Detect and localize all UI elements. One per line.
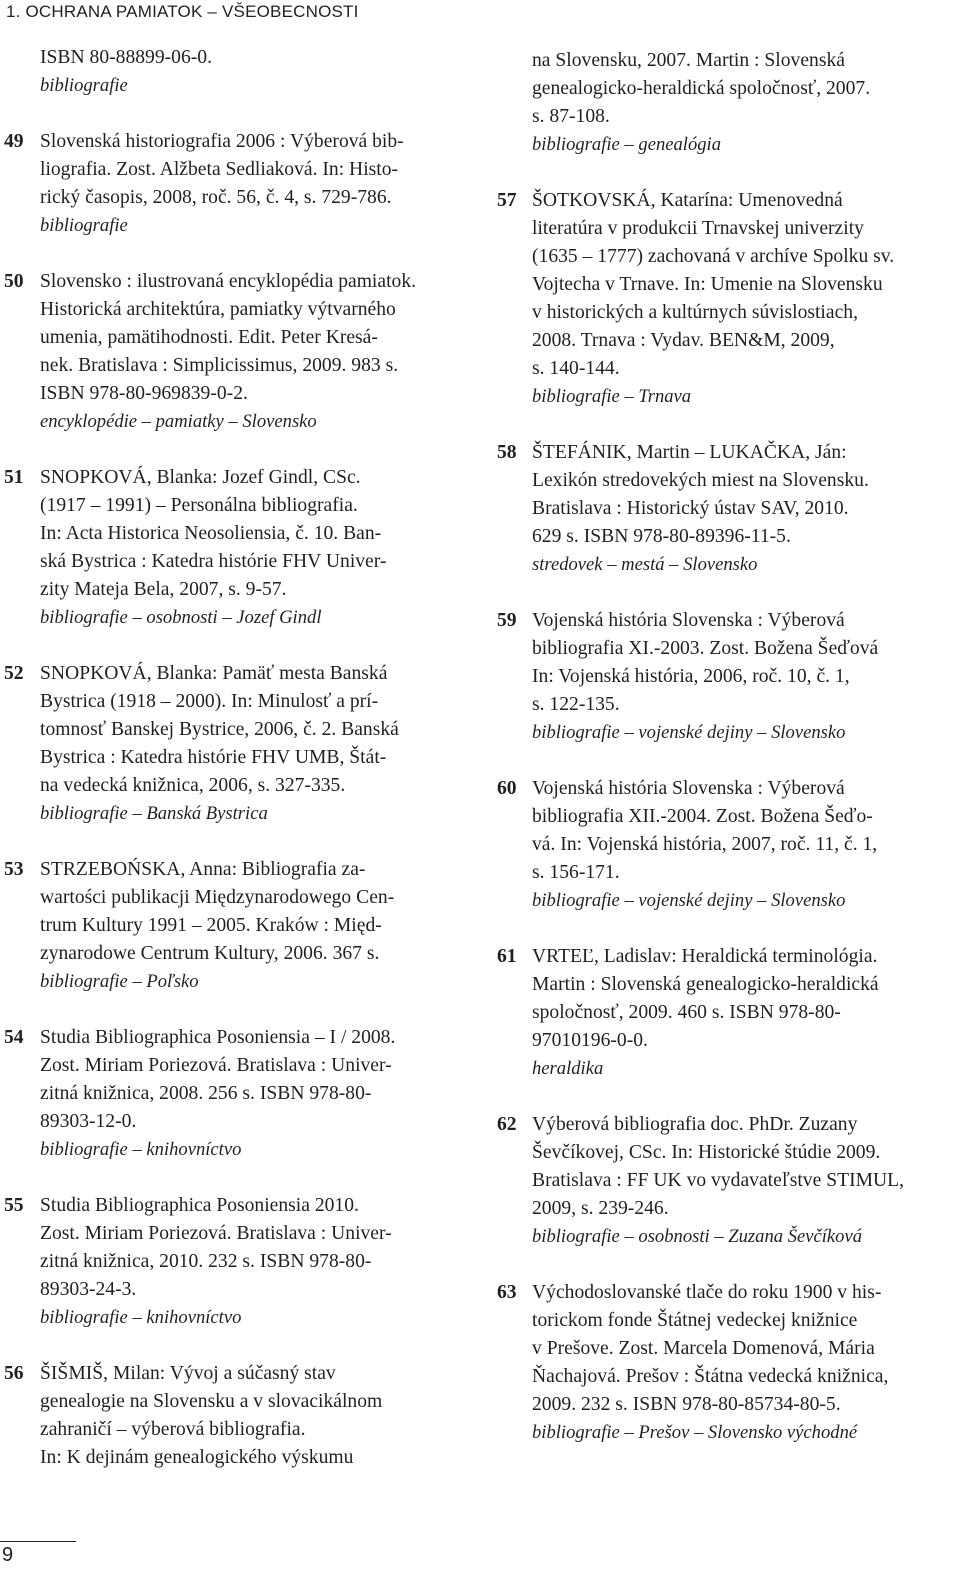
bibliography-entry — [491, 439, 960, 579]
entry-keywords: stredovek – mestá – Slovensko — [532, 554, 758, 575]
entry-citation: Vojenská história Slovenska : Výberová bibliografia XI.-2003. Zost. Božena Šeďová In: Vojenská história, 2006, roč. 10, č. 1, s. 122-135. — [532, 610, 879, 715]
entry-number: 60 — [497, 778, 517, 799]
entry-number: 61 — [497, 946, 517, 967]
entry-citation: Výberová bibliografia doc. PhDr. Zuzany Ševčíkovej, CSc. In: Historické štúdie 2009. Bratislava : FF UK vo vydavateľstve STIMUL, 2009, s. 239-246. — [532, 1114, 905, 1219]
bibliography-entry — [491, 607, 960, 747]
entry-number: 49 — [4, 131, 24, 152]
entry-citation: SNOPKOVÁ, Blanka: Jozef Gindl, CSc. (1917 – 1991) – Personálna bibliografia. In: Acta Historica Neosoliensia, č. 10. Ban- ská Bystrica : Katedra histórie FHV Univer- zity Mateja Bela, 2007, s. 9-57. — [40, 467, 387, 600]
entry-citation: Slovenská historiografia 2006 : Výberová bib- liografia. Zost. Alžbeta Sedliaková. In: Histo- rický časopis, 2008, roč. 56, č. 4, s. 729-786. — [40, 131, 404, 208]
entry-citation: ŠTEFÁNIK, Martin – LUKAČKA, Ján: Lexikón stredovekých miest na Slovensku. Bratislava : Historický ústav SAV, 2010. 629 s. ISBN 978-80-89396-11-5. — [532, 442, 869, 547]
continued-entry-text: na Slovensku, 2007. Martin : Slovenská genealogicko-heraldická spoločnosť, 2007. s. 87-108. — [532, 50, 871, 127]
entry-keywords: bibliografie – osobnosti – Zuzana Ševčíková — [532, 1226, 863, 1247]
bibliography-entry — [491, 187, 960, 411]
entry-citation: Studia Bibliographica Posoniensia – I / 2008. Zost. Miriam Poriezová. Bratislava : Univer- zitná knižnica, 2008. 256 s. ISBN 978-80- 89303-12-0. — [40, 1027, 396, 1132]
entry-number: 56 — [4, 1363, 24, 1384]
bibliography-entry — [0, 856, 480, 996]
entry-citation: SNOPKOVÁ, Blanka: Pamäť mesta Banská Bystrica (1918 – 2000). In: Minulosť a prí- tomnosť Banskej Bystrice, 2006, č. 2. Banská Bystrica : Katedra histórie FHV UMB, Štát- na vedecká knižnica, 2006, s. 327-335. — [40, 663, 399, 796]
bibliography-entry — [491, 775, 960, 915]
entry-number: 51 — [4, 467, 24, 488]
running-header: 1. OCHRANA PAMIATOK – VŠEOBECNOSTI — [6, 2, 359, 21]
continued-entry-text: ISBN 80-88899-06-0. — [40, 47, 212, 68]
entry-citation: STRZEBOŃSKA, Anna: Bibliografia za- wartości publikacji Międzynarodowego Cen- trum Kultury 1991 – 2005. Kraków : Międ- zynarodowe Centrum Kultury, 2006. 367 s. — [40, 859, 395, 964]
entry-number: 57 — [497, 190, 517, 211]
continued-entry-keywords: bibliografie — [40, 75, 128, 96]
entry-citation: VRTEĽ, Ladislav: Heraldická terminológia. Martin : Slovenská genealogicko-heraldická spoločnosť, 2009. 460 s. ISBN 978-80- 97010196-0-0. — [532, 946, 879, 1051]
entry-keywords: bibliografie – Poľsko — [40, 971, 199, 992]
entry-keywords: bibliografie – Banská Bystrica — [40, 803, 268, 824]
entry-citation: Vojenská história Slovenska : Výberová bibliografia XII.-2004. Zost. Božena Šeďo- vá. In: Vojenská história, 2007, roč. 11, č. 1, s. 156-171. — [532, 778, 878, 883]
entry-keywords: encyklopédie – pamiatky – Slovensko — [40, 411, 317, 432]
entry-citation: ŠIŠMIŠ, Milan: Vývoj a súčasný stav genealogie na Slovensku a v slovacikálnom zahraničí – výberová bibliografia. In: K dejinám genealogického výskumu — [40, 1363, 383, 1468]
entry-number: 50 — [4, 271, 24, 292]
entry-citation: Východoslovanské tlače do roku 1900 v his- torickom fonde Štátnej vedeckej knižnice v Prešove. Zost. Marcela Domenová, Mária Ňachajová. Prešov : Štátna vedecká knižnica, 2009. 232 s. ISBN 978-80-85734-80-5. — [532, 1282, 889, 1415]
page-number: 9 — [2, 1544, 14, 1566]
bibliography-entry — [491, 1111, 960, 1251]
bibliography-entry — [0, 464, 480, 632]
entry-keywords: bibliografie – knihovníctvo — [40, 1307, 242, 1328]
entry-number: 58 — [497, 442, 517, 463]
bibliography-entry — [0, 1024, 480, 1164]
entry-keywords: bibliografie – knihovníctvo — [40, 1139, 242, 1160]
bibliography-entry — [491, 943, 960, 1083]
entry-keywords: bibliografie — [40, 215, 128, 236]
bibliography-entry — [0, 660, 480, 828]
entry-keywords: bibliografie – osobnosti – Jozef Gindl — [40, 607, 322, 628]
entry-keywords: bibliografie – vojenské dejiny – Slovensko — [532, 722, 846, 743]
bibliography-entry — [0, 1360, 480, 1472]
footer-divider — [0, 1541, 76, 1542]
bibliography-entry — [0, 128, 480, 240]
entry-number: 52 — [4, 663, 24, 684]
continued-entry-keywords: bibliografie – genealógia — [532, 134, 722, 155]
entry-keywords: bibliografie – vojenské dejiny – Slovensko — [532, 890, 846, 911]
entry-citation: ŠOTKOVSKÁ, Katarína: Umenovedná literatúra v produkcii Trnavskej univerzity (1635 – 1777) zachovaná v archíve Spolku sv. Vojtecha v Trnave. In: Umenie na Slovensku v historických a kultúrnych súvislostiach, 2008. Trnava : Vydav. BEN&M, 2009, s. 140-144. — [532, 190, 895, 379]
entry-number: 63 — [497, 1282, 517, 1303]
entry-keywords: bibliografie – Prešov – Slovensko východné — [532, 1422, 858, 1443]
entry-number: 54 — [4, 1027, 24, 1048]
entry-keywords: heraldika — [532, 1058, 604, 1079]
bibliography-entry — [491, 1279, 960, 1447]
right-column — [491, 47, 960, 1447]
entry-number: 62 — [497, 1114, 517, 1135]
entry-citation: Slovensko : ilustrovaná encyklopédia pamiatok. Historická architektúra, pamiatky výtvarného umenia, pamätihodnosti. Edit. Peter Kresá- nek. Bratislava : Simplicissimus, 2009. 983 s. ISBN 978-80-969839-0-2. — [40, 271, 417, 404]
bibliography-entry — [0, 1192, 480, 1332]
entry-number: 55 — [4, 1195, 24, 1216]
left-column — [0, 44, 480, 1472]
entry-keywords: bibliografie – Trnava — [532, 386, 692, 407]
entry-number: 53 — [4, 859, 24, 880]
bibliography-entry — [0, 268, 480, 436]
entry-number: 59 — [497, 610, 517, 631]
entry-citation: Studia Bibliographica Posoniensia 2010. Zost. Miriam Poriezová. Bratislava : Univer- zitná knižnica, 2010. 232 s. ISBN 978-80- 89303-24-3. — [40, 1195, 392, 1300]
